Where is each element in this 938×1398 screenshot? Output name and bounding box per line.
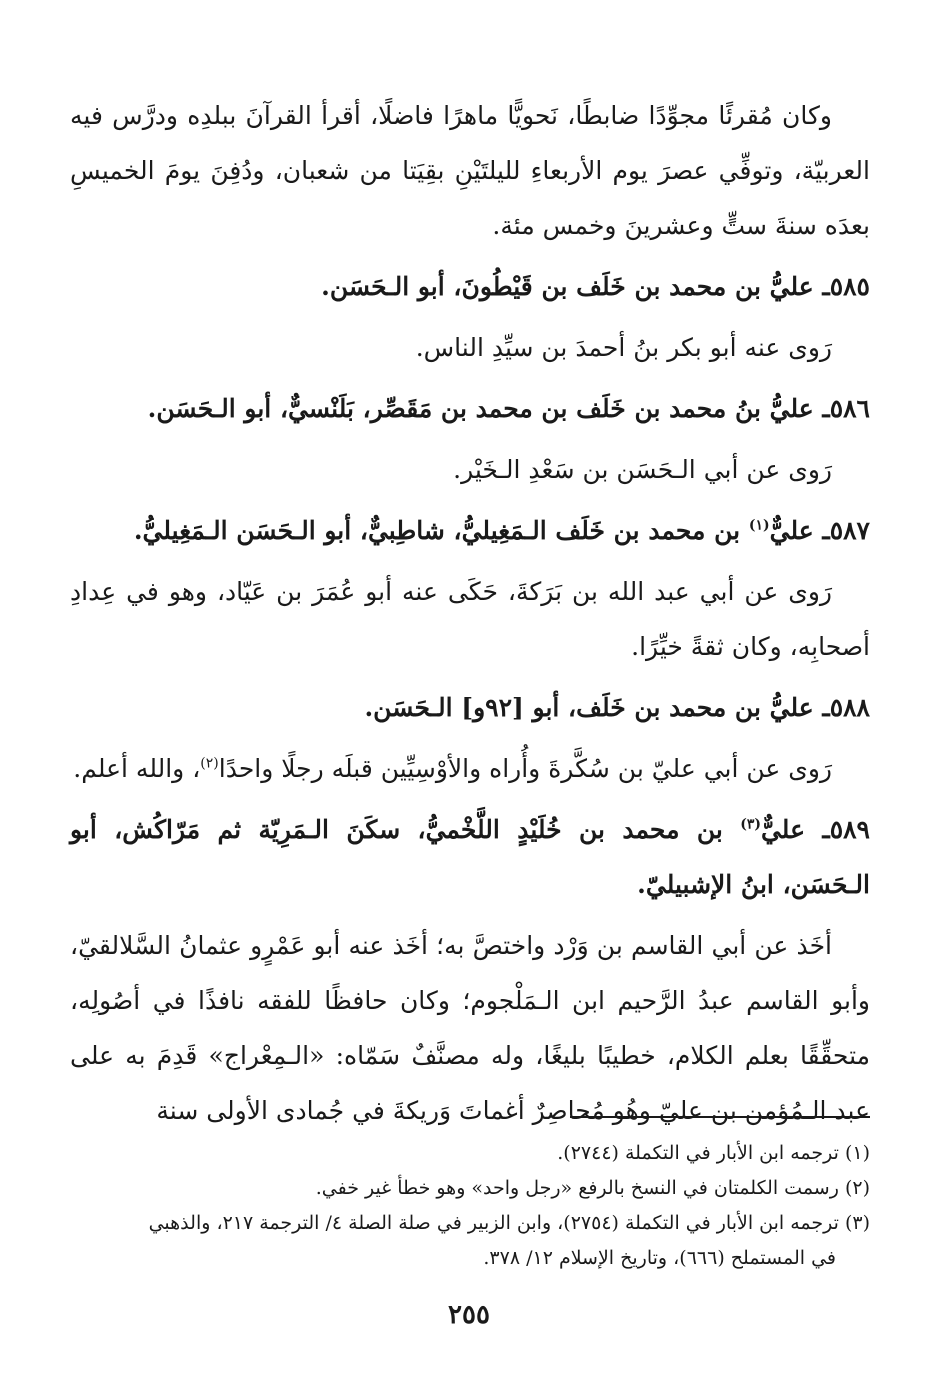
entry-589-rest: بن محمد بن خُلَيْدٍ اللَّخْميُّ، سكَنَ الـمَرِيّة ثم مَرّاكُش، أبو الـحَسَن، ابنُ الإشبيليّ. [70,815,870,899]
footnote-divider [570,1116,870,1118]
footnote-3: (٣) ترجمه ابن الأبار في التكملة (٢٧٥٤)، وابن الزبير في صلة الصلة ٤/ الترجمة ٢١٧، والذهبي [148,1212,870,1234]
page-number: ٢٥٥ [448,1300,490,1330]
entry-588-body [70,741,870,796]
main-text [70,88,870,1144]
footnote-3-continued: في المستملح (٦٦٦)، وتاريخ الإسلام ١٢/ ٣٧٨. [483,1247,836,1269]
entry-587-heading [70,503,870,558]
footnote-2: (٢) رسمت الكلمتان في النسخ بالرفع «رجل واحد» وهو خطأ غير خفي. [315,1177,870,1199]
entry-589-number-name: ٥٨٩ـ عليٌّ [760,815,870,844]
entry-586-heading: ٥٨٦ـ عليُّ بنُ محمد بن خَلَف بن محمد بن مَقَصِّر، بَلَنْسيٌّ، أبو الـحَسَن. [147,394,870,423]
footnote-ref-1[interactable]: (١) [748,517,770,534]
entry-587-body: رَوى عن أبي عبد الله بن بَرَكةَ، حَكَى عنه أبو عُمَرَ بن عَيّاد، وهو في عِدادِ أصحابِه، وكان ثقةً خيِّرًا. [70,577,870,661]
paragraph-previous-entry-end: وكان مُقرئًا مجوِّدًا ضابطًا، نَحويًّا ماهرًا فاضلًا، أقرأ القرآنَ ببلدِه ودرَّس فيه العربيّة، وتوفِّي عصرَ يوم الأربعاءِ لليلتَيْنِ بقِيَتا من شعبان، ودُفِنَ يومَ الخميسِ بعدَه سنةَ ستٍّ وعشرينَ وخمس مئة. [70,101,870,240]
footnote-ref-2[interactable]: (٢) [200,755,219,772]
entry-587-number-name: ٥٨٧ـ عليٌّ [769,516,870,545]
entry-588-body-text: رَوى عن أبي عليّ بن سُكَّرةَ وأُراه والأوْسِيِّين قبلَه رجلًا واحدًا [218,754,832,783]
entry-586-body: رَوى عن أبي الـحَسَن بن سَعْدِ الـخَيْر. [453,455,832,484]
entry-585-heading: ٥٨٥ـ عليُّ بن محمد بن خَلَف بن قَيْطُونَ، أبو الـحَسَن. [321,272,870,301]
footnote-1: (١) ترجمه ابن الأبار في التكملة (٢٧٤٤). [557,1142,870,1164]
entry-585-body: رَوى عنه أبو بكر بنُ أحمدَ بن سيِّدِ الناس. [415,333,832,362]
entry-588-heading: ٥٨٨ـ عليُّ بن محمد بن خَلَف، أبو [٩٢و] الـحَسَن. [364,693,870,722]
entry-589-body: أخَذ عن أبي القاسم بن وَرْد واختصَّ به؛ أخَذ عنه أبو عَمْرٍو عثمانُ السَّلالقيّ، وأبو القاسم عبدُ الرَّحيم ابن الـمَلْجوم؛ وكان حافظًا للفقه نافذًا في أصُولِه، متحقِّقًا بعلم الكلام، خطيبًا بليغًا، وله مصنَّفٌ سَمّاه: «الـمِعْراج» قَدِمَ به على عبد الـمُؤمن بن عليّ وهُو مُحاصِرٌ أغماتَ وَريكةَ في جُمادى الأولى سنة [70,931,870,1125]
entry-589-heading [70,802,870,912]
entry-587-rest: بن محمد بن خَلَف الـمَغِيليُّ، شاطِبيٌّ، أبو الـحَسَن الـمَغِيليُّ. [133,516,749,545]
entry-588-body-end: ، والله أعلم. [73,754,201,783]
footnotes [70,1136,870,1276]
footnote-ref-3[interactable]: (٣) [740,816,761,833]
